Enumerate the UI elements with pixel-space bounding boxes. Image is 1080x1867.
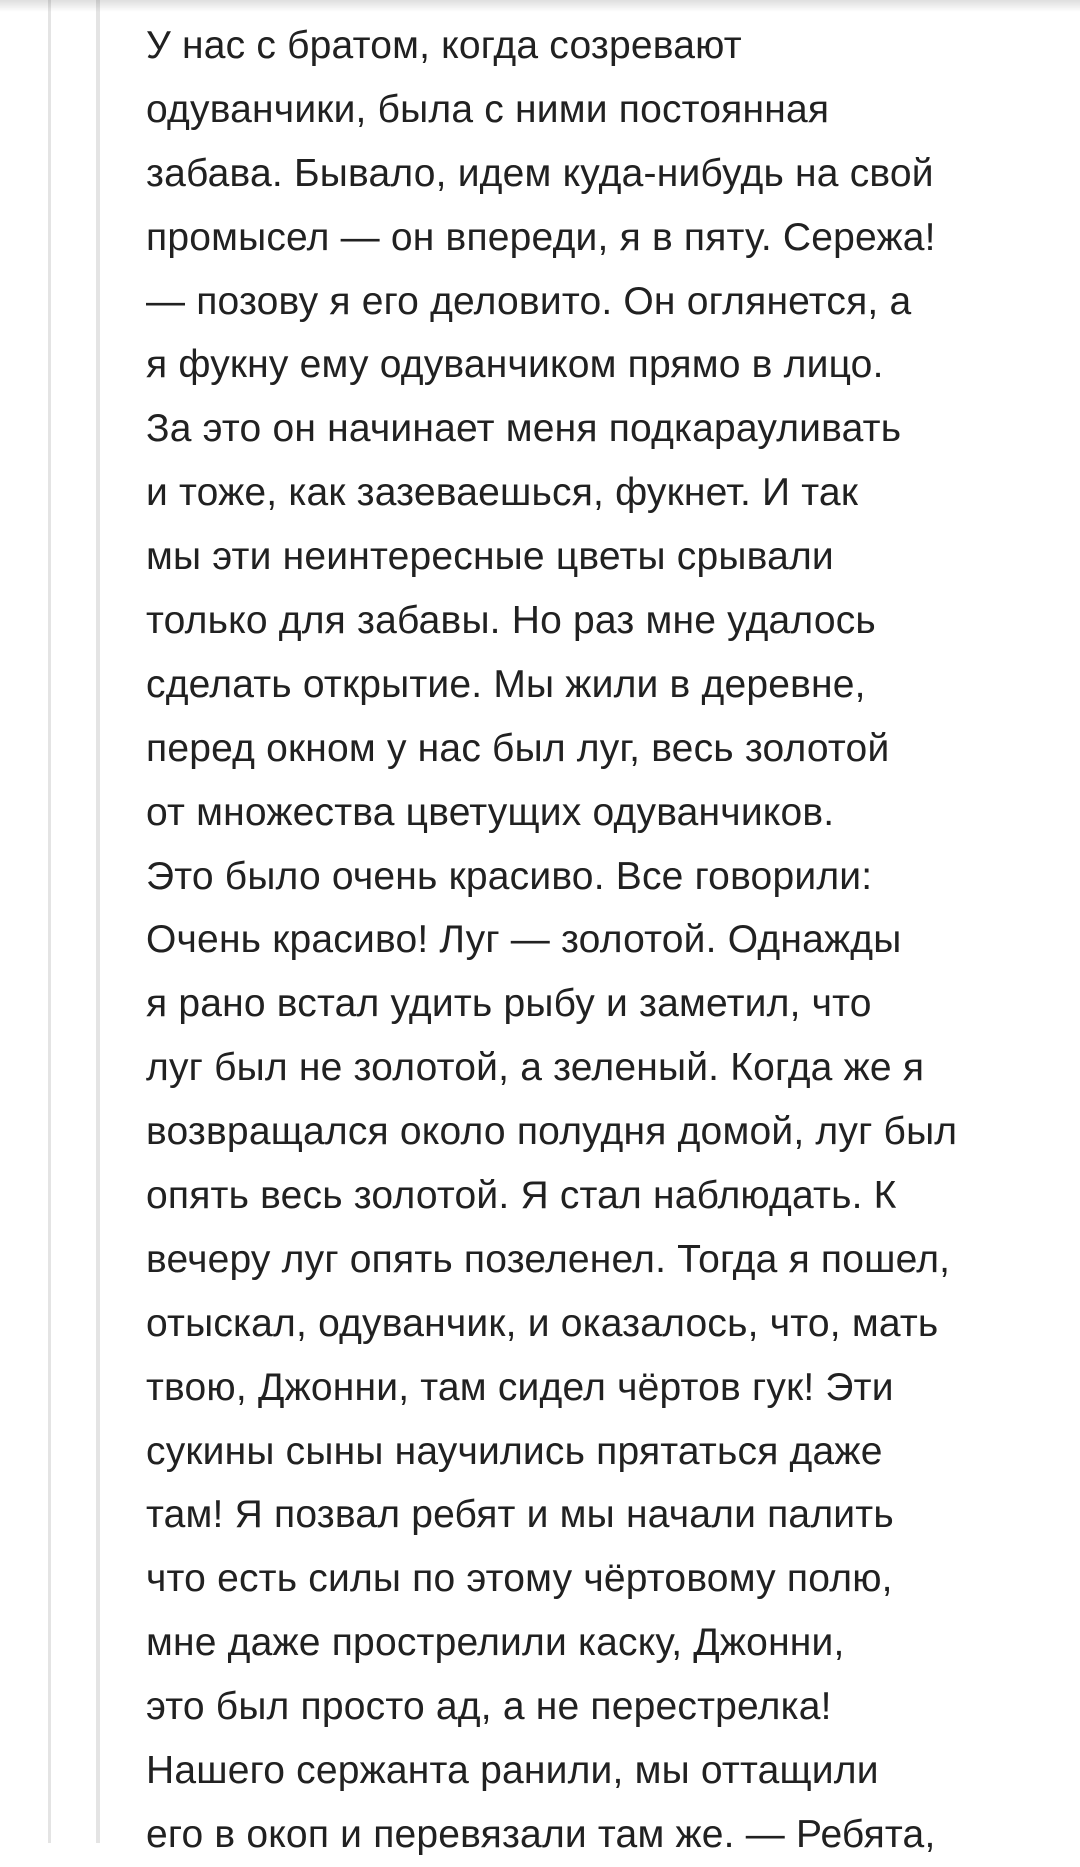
text-line: только для забавы. Но раз мне удалось <box>146 599 876 643</box>
text-line: мне даже прострелили каску, Джонни, <box>146 1621 845 1665</box>
text-line: я фукну ему одуванчиком прямо в лицо. <box>146 343 884 387</box>
text-line: я рано встал удить рыбу и заметил, что <box>146 982 872 1026</box>
text-line: его в окоп и перевязали там же. — Ребята, <box>146 1812 936 1856</box>
text-line: возвращался около полудня домой, луг был <box>146 1110 958 1154</box>
text-line: сделать открытие. Мы жили в деревне, <box>146 662 866 706</box>
text-line: там! Я позвал ребят и мы начали палить <box>146 1493 894 1537</box>
text-line: Очень красиво! Луг — золотой. Однажды <box>146 918 902 962</box>
text-line: За это он начинает меня подкарауливать <box>146 407 902 451</box>
thread-depth-line-1 <box>48 0 51 1843</box>
text-line: от множества цветущих одуванчиков. <box>146 790 835 834</box>
text-line: отыскал, одуванчик, и оказалось, что, мать <box>146 1301 939 1345</box>
thread-depth-line-2 <box>96 0 100 1843</box>
text-line: Это было очень красиво. Все говорили: <box>146 854 873 898</box>
text-line: — позову я его деловито. Он оглянется, а <box>146 279 912 323</box>
text-line: это был просто ад, а не перестрелка! <box>146 1685 832 1729</box>
text-line: и тоже, как зазеваешься, фукнет. И так <box>146 471 859 515</box>
text-line: твою, Джонни, там сидел чёртов гук! Эти <box>146 1365 894 1409</box>
text-line: промысел — он впереди, я в пяту. Сережа! <box>146 215 936 259</box>
text-line: мы эти неинтересные цветы срывали <box>146 535 834 579</box>
text-line: Нашего сержанта ранили, мы оттащили <box>146 1749 879 1793</box>
text-line: луг был не золотой, а зеленый. Когда же я <box>146 1046 925 1090</box>
text-line: опять весь золотой. Я стал наблюдать. К <box>146 1174 897 1218</box>
text-line: перед окном у нас был луг, весь золотой <box>146 726 890 770</box>
post-text <box>146 14 1071 1867</box>
text-line: забава. Бывало, идем куда-нибудь на свой <box>146 151 934 195</box>
text-line: что есть силы по этому чёртовому полю, <box>146 1557 893 1601</box>
text-line: вечеру луг опять позеленел. Тогда я пошел, <box>146 1237 951 1281</box>
text-line: одуванчики, была с ними постоянная <box>146 87 830 131</box>
text-line: У нас с братом, когда созревают <box>146 24 742 67</box>
top-shadow <box>0 0 1080 12</box>
text-line: сукины сыны научились прятаться даже <box>146 1429 883 1473</box>
